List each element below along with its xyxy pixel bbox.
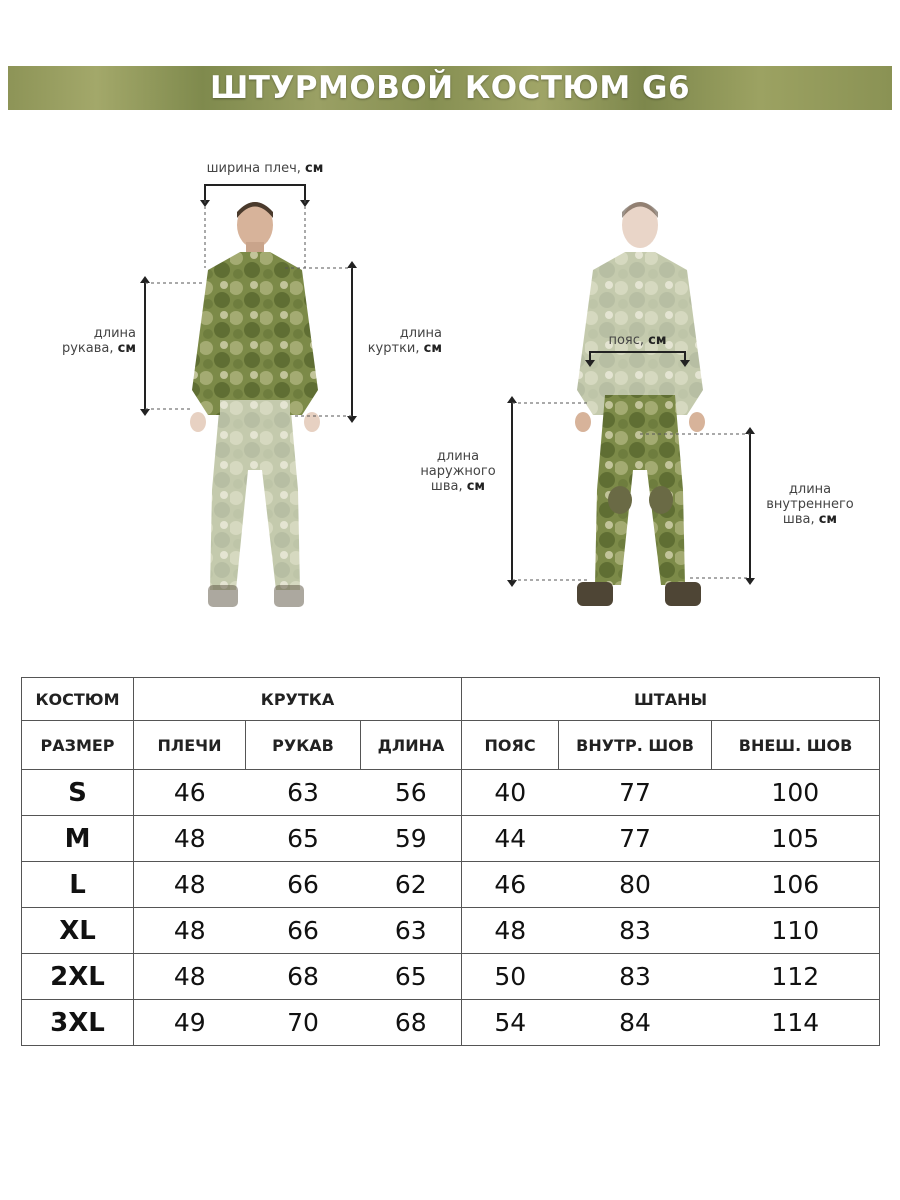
table-row [22, 954, 880, 1000]
table-cell: 114 [712, 1000, 880, 1046]
pants-header: ШТАНЫ [462, 678, 880, 721]
shoulder-width-label: ширина плеч, см [206, 161, 324, 176]
table-cell: 54 [462, 1000, 559, 1046]
table-cell: 62 [361, 862, 462, 908]
table-row [22, 1000, 880, 1046]
table-cell: 59 [361, 816, 462, 862]
suit-header: КОСТЮМ [22, 678, 134, 721]
table-cell: 80 [559, 862, 712, 908]
column-header: РУКАВ [246, 721, 361, 770]
table-cell: 48 [462, 908, 559, 954]
table-cell: 66 [246, 862, 361, 908]
table-cell: 65 [361, 954, 462, 1000]
table-cell: 48 [134, 954, 246, 1000]
inner-seam-label: длина внутреннего шва, см [766, 482, 854, 527]
size-cell: XL [22, 908, 134, 954]
table-cell: 49 [134, 1000, 246, 1046]
table-cell: 46 [134, 770, 246, 816]
table-cell: 48 [134, 908, 246, 954]
table-cell: 100 [712, 770, 880, 816]
page-title: ШТУРМОВОЙ КОСТЮМ G6 [209, 70, 691, 106]
size-cell: 3XL [22, 1000, 134, 1046]
sleeve-length-label: длина рукава, см [61, 326, 136, 356]
jacket-header: КРУТКА [134, 678, 462, 721]
size-cell: 2XL [22, 954, 134, 1000]
table-cell: 110 [712, 908, 880, 954]
table-cell: 40 [462, 770, 559, 816]
jacket-length-label: длина куртки, см [367, 326, 442, 356]
table-cell: 106 [712, 862, 880, 908]
table-cell: 48 [134, 816, 246, 862]
table-cell: 44 [462, 816, 559, 862]
table-cell: 68 [246, 954, 361, 1000]
table-cell: 84 [559, 1000, 712, 1046]
table-cell: 56 [361, 770, 462, 816]
column-header: ВНЕШ. ШОВ [712, 721, 880, 770]
column-header: ВНУТР. ШОВ [559, 721, 712, 770]
size-table [21, 677, 880, 1046]
table-cell: 112 [712, 954, 880, 1000]
table-cell: 83 [559, 954, 712, 1000]
table-cell: 68 [361, 1000, 462, 1046]
group-header-row [22, 678, 880, 721]
table-cell: 63 [361, 908, 462, 954]
waist-label: пояс, см [608, 333, 667, 348]
table-row [22, 908, 880, 954]
column-header-row [22, 721, 880, 770]
table-cell: 50 [462, 954, 559, 1000]
column-header: ДЛИНА [361, 721, 462, 770]
table-row [22, 862, 880, 908]
table-cell: 48 [134, 862, 246, 908]
column-header: ПЛЕЧИ [134, 721, 246, 770]
size-cell: M [22, 816, 134, 862]
table-cell: 83 [559, 908, 712, 954]
table-cell: 65 [246, 816, 361, 862]
column-header: РАЗМЕР [22, 721, 134, 770]
table-row [22, 770, 880, 816]
table-cell: 105 [712, 816, 880, 862]
table-row [22, 816, 880, 862]
table-cell: 66 [246, 908, 361, 954]
table-cell: 70 [246, 1000, 361, 1046]
table-cell: 46 [462, 862, 559, 908]
table-cell: 63 [246, 770, 361, 816]
column-header: ПОЯС [462, 721, 559, 770]
outer-seam-label: длина наружного шва, см [420, 449, 496, 494]
table-cell: 77 [559, 770, 712, 816]
size-cell: L [22, 862, 134, 908]
table-cell: 77 [559, 816, 712, 862]
size-cell: S [22, 770, 134, 816]
